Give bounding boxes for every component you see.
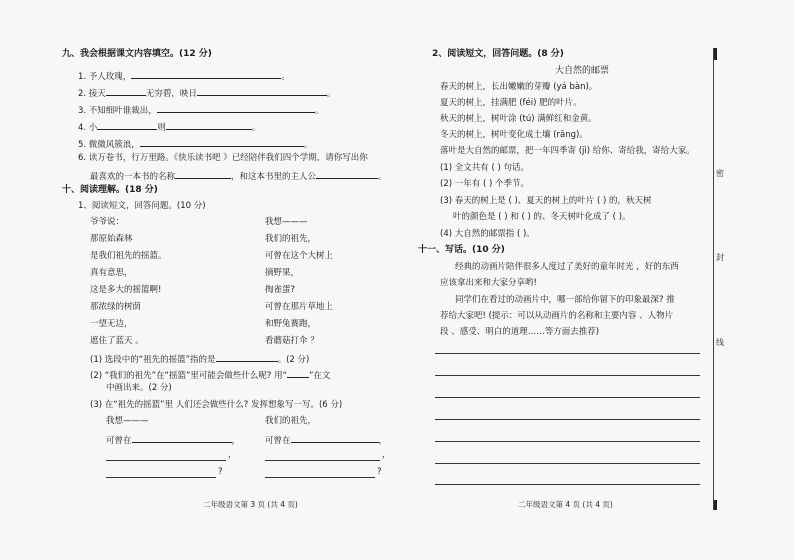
poem-right-line: 和野兔赛跑，	[265, 319, 317, 329]
q10-qa1-blank[interactable]	[216, 352, 278, 362]
write-right-blank-1[interactable]	[291, 433, 379, 443]
poem-left-line: 这是多大的摇篮啊!	[90, 285, 162, 295]
q9-blank-6b[interactable]	[316, 169, 378, 179]
seal-line	[713, 48, 714, 510]
writing-line[interactable]	[435, 463, 700, 464]
write-left-2: 可曾在 ，	[106, 433, 240, 447]
q9-item-3: 3. 不知细叶谁裁出， 。	[78, 103, 323, 117]
write-left-blank-1[interactable]	[132, 433, 232, 443]
passage-question: (1) 全文共有 ( ) 句话。	[440, 163, 529, 173]
write-right-comma: ，	[382, 450, 391, 460]
passage-question: (4) 大自然的邮票指 ( )。	[440, 229, 535, 239]
passage-question: 叶的颜色是 ( ) 和 ( ) 的、冬天树叶化成了 ( )。	[453, 212, 631, 222]
poem-right-line: 摘野果，	[265, 268, 300, 278]
poem-left-line: 那原始森林	[90, 234, 133, 244]
write-right-blank-3[interactable]	[265, 477, 375, 478]
write-right-blank-2[interactable]	[265, 460, 380, 461]
writing-line[interactable]	[435, 419, 700, 420]
q11-heading: 十一、写话。(10 分)	[418, 245, 505, 255]
seal-char-mi: 密	[716, 169, 724, 178]
poem-right-line: 可曾在那片草地上	[265, 302, 334, 312]
q10-qa3: (3) 在“祖先的摇篮”里 人们还会做些什么? 发挥想象写一写。(6 分)	[90, 400, 343, 410]
q9-blank-1[interactable]	[131, 69, 281, 79]
write-left-qmark: ?	[218, 467, 223, 477]
q9-item-2: 2. 接天 无穷碧，映日 。	[78, 86, 335, 100]
seal-char-feng: 封	[716, 253, 724, 262]
q10-2-heading: 2、阅读短文，回答问题。(8 分)	[432, 49, 564, 59]
q10-sub1: 1、阅读短文，回答问题。(10 分)	[78, 201, 206, 211]
writing-line[interactable]	[435, 397, 700, 398]
poem-left-line: 是我们祖先的摇篮。	[90, 251, 167, 261]
poem-right-line: 我想———	[265, 217, 308, 227]
passage-line: 夏天的树上，挂满肥 (féi) 肥的叶片。	[440, 98, 582, 108]
footer-right: 二年级语文第 4 页 (共 4 页)	[518, 500, 613, 509]
poem-left-line: 真有意思，	[90, 268, 133, 278]
passage-question: (3) 春天的树上是 ( )、夏天的树上的叶片 ( ) 的，秋天树	[440, 196, 652, 206]
seal-mark-top	[714, 48, 717, 60]
q9-item-6: 6. 读万卷书，行万里路。《快乐读书吧 》已经陪伴我们四个学期，请你写出你	[78, 153, 368, 163]
write-left-comma: ，	[228, 450, 237, 460]
poem-left-line: 遮住了蓝天 。	[90, 336, 144, 346]
poem-left-line: 爷爷说：	[90, 217, 125, 227]
q9-heading: 九、我会根据课文内容填空。(12 分)	[62, 49, 212, 59]
q9-blank-4b[interactable]	[166, 120, 252, 130]
poem-left-line: 那浓绿的树荫	[90, 302, 142, 312]
q10-qa2-line2: 中画出来。(2 分)	[106, 383, 172, 393]
passage-line: 落叶是大自然的邮票，把一年四季寄 (jì) 给你、寄给我，寄给大家。	[440, 146, 695, 156]
writing-line[interactable]	[435, 353, 700, 354]
q9-item-1: 1. 予人玫瑰， 。	[78, 69, 290, 83]
q9-item-5: 5. 微微风簇浪， 。	[78, 137, 312, 151]
passage-question: (2) 一年有 ( ) 个季节。	[440, 179, 529, 189]
write-left-1: 我想———	[106, 416, 149, 426]
q10-qa1: (1) 选段中的“祖先的摇篮”指的是 。(2 分)	[90, 352, 309, 366]
q11-p2-l3: 段 、感受、明白的道理……等方面去推荐)	[440, 327, 600, 337]
writing-line[interactable]	[435, 441, 700, 442]
q9-item-6-line2: 最喜欢的一本书的名称 ，和这本书里的主人公 。	[90, 169, 387, 183]
poem-right-line: 掏雀蛋?	[265, 285, 296, 295]
q10-heading: 十、阅读理解。(18 分)	[62, 185, 158, 195]
write-left-blank-3[interactable]	[106, 477, 216, 478]
poem-right-line: 可曾在这个大树上	[265, 251, 334, 261]
seal-char-xian: 线	[716, 338, 724, 347]
q9-item-4: 4. 小 则 。	[78, 120, 260, 134]
poem-right-line: 看蘑菇打伞 ？	[265, 336, 319, 346]
q10-qa2-mark	[287, 368, 309, 378]
seal-mark-bottom	[714, 500, 717, 510]
q9-blank-2a[interactable]	[106, 86, 146, 96]
write-right-1: 我们的祖先，	[265, 416, 317, 426]
right-page	[410, 0, 794, 560]
footer-left: 二年级语文第 3 页 (共 4 页)	[203, 500, 298, 509]
writing-line[interactable]	[435, 375, 700, 376]
q10-qa2: (2) “我们的祖先”在“摇篮”里可能会做些什么呢? 用“ ”在文	[90, 368, 330, 382]
write-left-blank-2[interactable]	[106, 460, 226, 461]
q9-blank-6a[interactable]	[175, 169, 231, 179]
write-right-qmark: ?	[377, 467, 382, 477]
q11-p2-l2: 荐给大家吧! (提示：可以从动画片的名称和主要内容 、人物片	[440, 311, 674, 321]
q9-blank-4a[interactable]	[97, 120, 157, 130]
q11-p1-l1: 经典的动画片陪伴很多人度过了美好的童年时光 ，好的东西	[455, 262, 679, 272]
write-right-2: 可曾在 ，	[265, 433, 387, 447]
passage-line: 春天的树上，长出嫩嫩的芽瓣 (yá bàn)。	[440, 82, 598, 92]
writing-line[interactable]	[435, 484, 700, 485]
q9-blank-5[interactable]	[140, 137, 304, 147]
q9-blank-2b[interactable]	[197, 86, 327, 96]
q11-p1-l2: 应该拿出来和大家分享哟!	[440, 278, 537, 288]
poem-right-line: 我们的祖先，	[265, 234, 317, 244]
passage-title: 大自然的邮票	[555, 66, 610, 76]
passage-line: 秋天的树上，树叶涂 (tú) 满鲜红和金黄。	[440, 114, 597, 124]
q11-p2-l1: 同学们在看过的动画片中，哪一部给你留下的印象最深? 推	[455, 295, 675, 305]
poem-left-line: 一望无边，	[90, 319, 133, 329]
q9-blank-3[interactable]	[157, 103, 315, 113]
passage-line: 冬天的树上，树叶变化成土壤 (rǎng)。	[440, 130, 588, 140]
